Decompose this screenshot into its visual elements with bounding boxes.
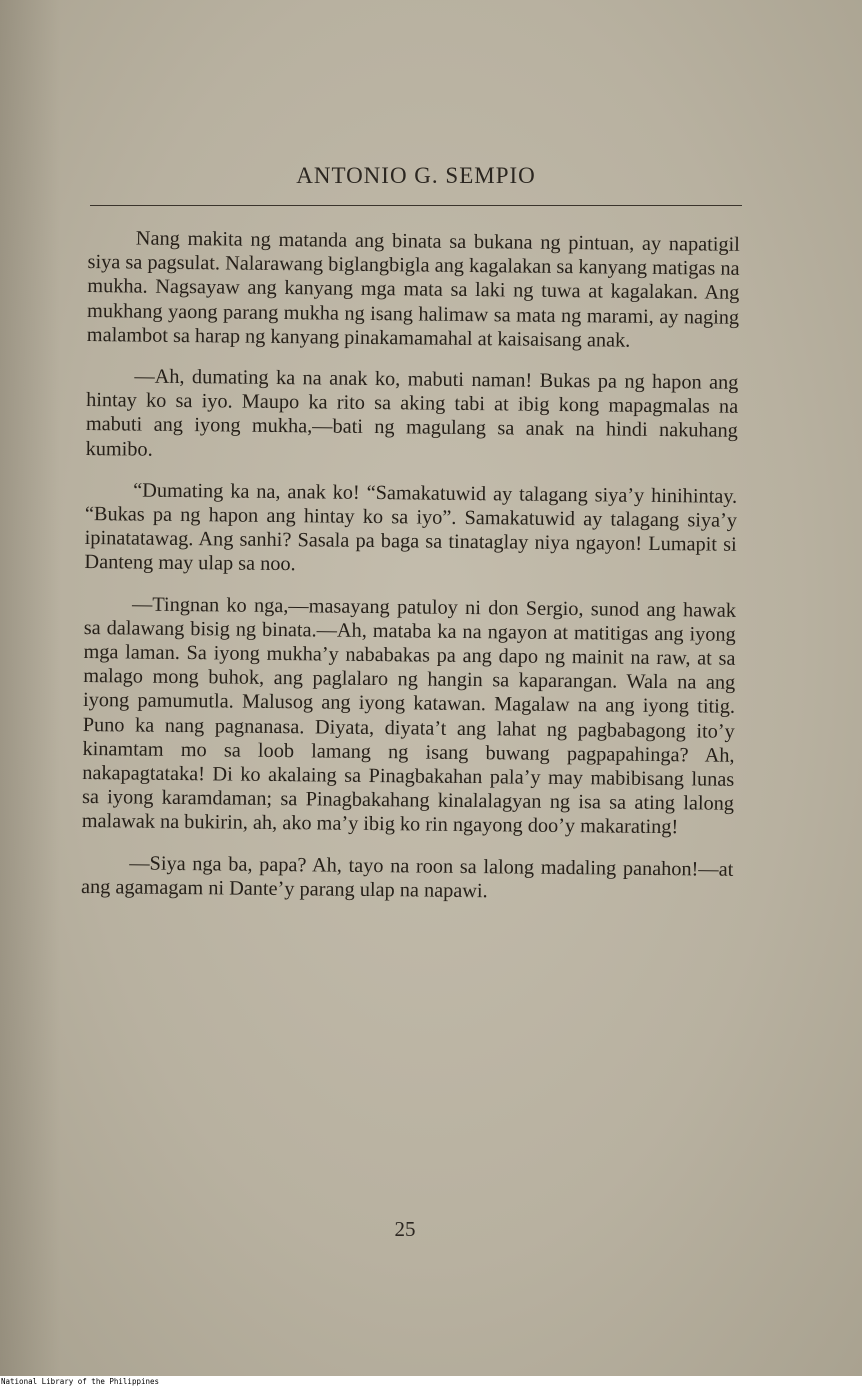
paragraph: Nang makita ng matanda ang binata sa bukana ng pintuan, ay napatigil siya sa pagsulat. Nalarawang biglangbigla ang kagalakan sa kanyang matigas na mukha. Nagsayaw ang kanyang mga mata sa laki ng tuwa at kagalakan. Ang mukhang yaong parang mukha ng isang halimaw sa mata ng marami, ay naging malambot sa harap ng kanyang pinakamamahal at kaisaisang anak. <box>86 227 740 352</box>
paragraph: —Tingnan ko nga,—masayang patuloy ni don Sergio, sunod ang hawak sa dalawang bisig ng binata.—Ah, mataba ka na ngayon at matitigas ang iyong mga laman. Sa iyong mukha’y nababakas pa ang dapo ng mainit na raw, at sa malago mong buhok, ang paglalaro ng hangin sa kaparangan. Wala na ang iyong pamumutla. Malusog ang iyong katawan. Magalaw na ang iyong titig. Puno ka nang pagnanasa. Diyata, diyata’t ang lahat ng pagbabagong ito’y kinamtam mo sa loob lamang ng isang buwang pagpapahinga? Ah, nakapagtataka! Di ko akalaing sa Pinagbakahan pala’y may mabibisang lunas sa iyong karamdaman; sa Pinagbakahang kinalalagyan ng isa sa ating lalong malawak na bukirin, ah, ako ma’y ibig ko rin ngayong doo’y makarating! <box>81 593 737 839</box>
paragraph: —Siya nga ba, papa? Ah, tayo na roon sa lalong madaling panahon!—at ang agamagam ni Dante’y parang ulap na napawi. <box>80 852 734 903</box>
paragraph: —Ah, dumating ka na anak ko, mabuti naman! Bukas pa ng hapon ang hintay ko sa iyo. Maupo ka rito sa aking tabi at ibig kong mapagmalas na mabuti ang iyong mukha,—bati ng magulang sa anak na hindi nakuhang kumibo. <box>85 365 739 461</box>
header-rule <box>90 205 742 206</box>
page-number: 25 <box>394 1217 416 1241</box>
paragraph: “Dumating ka na, anak ko! “Samakatuwid ay talagang siya’y hinihintay. “Bukas pa ng hapon ang hintay ko sa iyo”. Samakatuwid ay talagang siya’y ipinatatawag. Ang sanhi? Sasala pa baga sa tinataglay niya ngayon! Lumapit si Danteng may ulap sa noo. <box>84 479 738 576</box>
body-text <box>81 226 740 923</box>
library-credit: National Library of the Philippines <box>1 1377 160 1386</box>
page-gutter-shadow <box>0 0 60 1376</box>
running-header: ANTONIO G. SEMPIO <box>296 163 536 188</box>
